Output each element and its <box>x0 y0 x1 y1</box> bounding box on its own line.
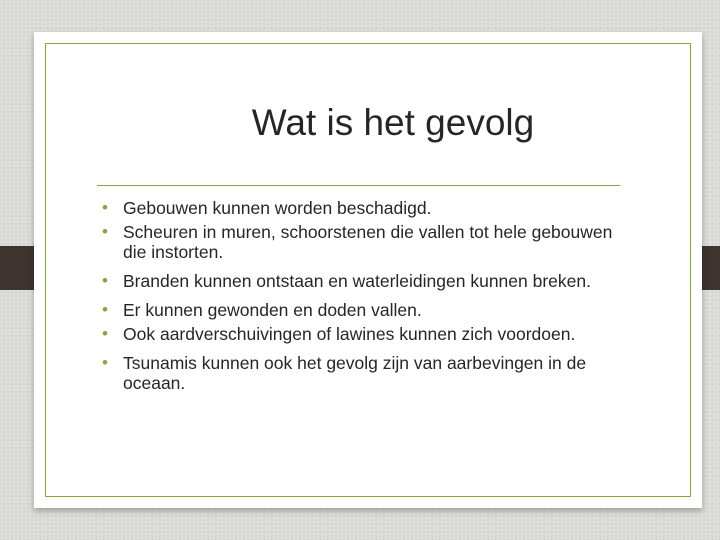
bullet-item <box>102 353 622 393</box>
bullet-dot-icon: • <box>102 271 108 290</box>
bullet-dot-icon: • <box>102 300 108 319</box>
slide-title: Wat is het gevolg <box>251 102 535 143</box>
bullet-text: Branden kunnen ontstaan en waterleidingen kunnen breken. <box>123 271 591 291</box>
bullet-item <box>102 271 622 291</box>
slide-card <box>34 32 702 508</box>
bullet-dot-icon: • <box>102 222 108 241</box>
bullet-item <box>102 198 622 218</box>
bullet-dot-icon: • <box>102 353 108 372</box>
bullet-text: Ook aardverschuivingen of lawines kunnen zich voordoen. <box>123 324 576 344</box>
bullet-text: Scheuren in muren, schoorstenen die vallen tot hele gebouwen die instorten. <box>123 222 613 262</box>
bullet-text: Tsunamis kunnen ook het gevolg zijn van aarbevingen in de oceaan. <box>123 353 587 393</box>
bullet-item <box>102 300 622 320</box>
bullet-list <box>102 198 622 402</box>
bullet-text: Er kunnen gewonden en doden vallen. <box>123 300 422 320</box>
title-divider <box>97 185 620 186</box>
bullet-item <box>102 222 622 262</box>
bullet-dot-icon: • <box>102 198 108 217</box>
bullet-text: Gebouwen kunnen worden beschadigd. <box>123 198 432 218</box>
bullet-dot-icon: • <box>102 324 108 343</box>
bullet-item <box>102 324 622 344</box>
